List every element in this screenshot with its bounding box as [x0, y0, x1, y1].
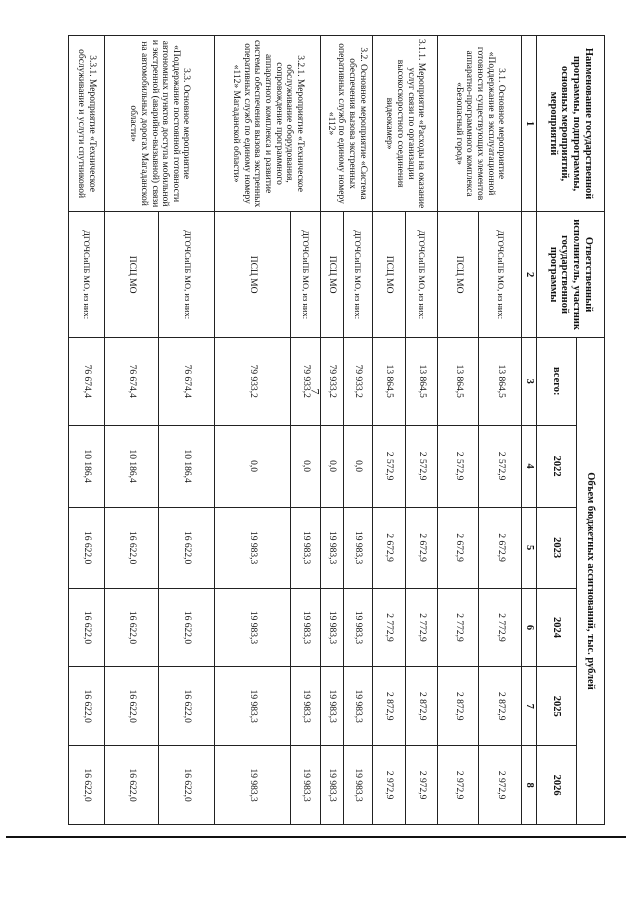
table-row: [479, 36, 522, 825]
value-cell: 16 622,0: [159, 667, 215, 746]
executor-cell: ПСЦ МО: [320, 212, 343, 338]
value-cell: 2 572,9: [405, 425, 437, 507]
value-cell: 2 772,9: [405, 588, 437, 667]
budget-table: [68, 35, 605, 825]
measure-name: 3.1. Основное мероприятие «Поддержание в эксплуатационной готовности существующих элементов аппаратно-программного комплекса «Безопасный город»: [438, 36, 522, 212]
header-executor: Ответственный исполнитель, участник государственной программы: [537, 212, 605, 338]
value-cell: 19 983,3: [343, 746, 372, 825]
measure-name: 3.1.1. Мероприятие «Расходы на оказание услуг связи по организации высокоскоростного соединения видеокамер»: [372, 36, 438, 212]
value-cell: 2 972,9: [438, 746, 479, 825]
value-cell: 19 983,3: [320, 507, 343, 588]
header-year: 2026: [537, 746, 577, 825]
table-row: [69, 36, 105, 825]
value-cell: 19 983,3: [215, 588, 290, 667]
column-number: 3: [522, 338, 537, 426]
value-cell: 0,0: [343, 425, 372, 507]
value-cell: 16 622,0: [104, 507, 159, 588]
executor-cell: ПСЦ МО: [215, 212, 290, 338]
value-cell: 0,0: [215, 425, 290, 507]
header-year: 2023: [537, 507, 577, 588]
value-cell: 2 972,9: [479, 746, 522, 825]
column-number: 2: [522, 212, 537, 338]
value-cell: 2 972,9: [372, 746, 405, 825]
value-cell: 2 672,9: [405, 507, 437, 588]
column-number: 7: [522, 667, 537, 746]
value-cell: 10 186,4: [104, 425, 159, 507]
value-cell: 19 983,3: [320, 588, 343, 667]
value-cell: 19 983,3: [320, 667, 343, 746]
executor-cell: ДГОЧСиПБ МО, из них:: [343, 212, 372, 338]
value-cell: 2 872,9: [372, 667, 405, 746]
value-cell: 2 572,9: [372, 425, 405, 507]
executor-cell: ДГОЧСиПБ МО, из них:: [159, 212, 215, 338]
value-cell: 16 622,0: [69, 588, 105, 667]
column-number: 8: [522, 746, 537, 825]
value-cell: 13 864,5: [405, 338, 437, 426]
value-cell: 10 186,4: [159, 425, 215, 507]
executor-cell: ДГОЧСиПБ МО, из них:: [479, 212, 522, 338]
measure-name: 3.3. Основное мероприятие «Поддержание постоянной готовности автономных пунктов доступа мобильной и экстренной (аварийно-вызывной) связи на автомобильных дорогах Магаданской области»: [104, 36, 215, 212]
value-cell: 16 622,0: [69, 507, 105, 588]
value-cell: 16 622,0: [69, 746, 105, 825]
value-cell: 79 933,2: [290, 338, 320, 426]
value-cell: 19 983,3: [343, 667, 372, 746]
value-cell: 10 186,4: [69, 425, 105, 507]
value-cell: 16 622,0: [104, 746, 159, 825]
page-number: 7: [308, 388, 323, 395]
value-cell: 0,0: [290, 425, 320, 507]
value-cell: 19 983,3: [343, 588, 372, 667]
value-cell: 13 864,5: [372, 338, 405, 426]
value-cell: 2 572,9: [479, 425, 522, 507]
column-number: 1: [522, 36, 537, 212]
value-cell: 19 983,3: [290, 588, 320, 667]
executor-cell: ПСЦ МО: [104, 212, 159, 338]
executor-cell: ДГОЧСиПБ МО, из них:: [69, 212, 105, 338]
value-cell: 2 672,9: [372, 507, 405, 588]
table-row: [159, 36, 215, 825]
value-cell: 16 622,0: [159, 507, 215, 588]
value-cell: 2 572,9: [438, 425, 479, 507]
value-cell: 19 983,3: [215, 667, 290, 746]
value-cell: 19 983,3: [343, 507, 372, 588]
value-cell: 2 872,9: [405, 667, 437, 746]
horizontal-rule: [6, 836, 626, 838]
value-cell: 19 983,3: [215, 507, 290, 588]
value-cell: 79 933,2: [343, 338, 372, 426]
value-cell: 2 872,9: [438, 667, 479, 746]
executor-cell: ПСЦ МО: [438, 212, 479, 338]
value-cell: 2 772,9: [479, 588, 522, 667]
table-row: [290, 36, 320, 825]
table-row: [343, 36, 372, 825]
value-cell: 13 864,5: [479, 338, 522, 426]
measure-name: 3.3.1. Мероприятие «Техническое обслуживание и услуги спутниковой: [69, 36, 105, 212]
header-budget: Объем бюджетных ассигнований, тыс. рублей: [577, 338, 605, 825]
header-name: Наименование государственной программы, подпрограммы, основных мероприятий, мероприятий: [537, 36, 605, 212]
value-cell: 76 674,4: [159, 338, 215, 426]
column-number: 4: [522, 425, 537, 507]
value-cell: 2 672,9: [479, 507, 522, 588]
header-year: всего:: [537, 338, 577, 426]
value-cell: 19 983,3: [290, 667, 320, 746]
rotated-table-container: [68, 35, 605, 825]
value-cell: 2 872,9: [479, 667, 522, 746]
column-number: 5: [522, 507, 537, 588]
header-year: 2025: [537, 667, 577, 746]
value-cell: 16 622,0: [104, 588, 159, 667]
value-cell: 19 983,3: [215, 746, 290, 825]
value-cell: 76 674,4: [104, 338, 159, 426]
value-cell: 2 772,9: [372, 588, 405, 667]
table-row: [405, 36, 437, 825]
value-cell: 16 622,0: [69, 667, 105, 746]
measure-name: 3.2. Основное мероприятие «Система обеспечения вызова экстренных оперативных служб по единому номеру «112»: [320, 36, 372, 212]
value-cell: 16 622,0: [159, 588, 215, 667]
value-cell: 19 983,3: [290, 746, 320, 825]
value-cell: 16 622,0: [104, 667, 159, 746]
value-cell: 79 933,2: [320, 338, 343, 426]
executor-cell: ПСЦ МО: [372, 212, 405, 338]
value-cell: 13 864,5: [438, 338, 479, 426]
value-cell: 2 672,9: [438, 507, 479, 588]
executor-cell: ДГОЧСиПБ МО, из них:: [290, 212, 320, 338]
value-cell: 0,0: [320, 425, 343, 507]
value-cell: 76 674,4: [69, 338, 105, 426]
executor-cell: ДГОЧСиПБ МО, из них:: [405, 212, 437, 338]
value-cell: 2 772,9: [438, 588, 479, 667]
value-cell: 19 983,3: [290, 507, 320, 588]
header-year: 2024: [537, 588, 577, 667]
header-year: 2022: [537, 425, 577, 507]
value-cell: 2 972,9: [405, 746, 437, 825]
value-cell: 19 983,3: [320, 746, 343, 825]
column-number: 6: [522, 588, 537, 667]
value-cell: 16 622,0: [159, 746, 215, 825]
value-cell: 79 933,2: [215, 338, 290, 426]
measure-name: 3.2.1. Мероприятие «Техническое обслуживание оборудования, сопровождение программного аппаратного комплекса и развитие системы обеспечения вызова экстренных оперативных служб по единому номеру «112» Магаданской области»: [215, 36, 321, 212]
